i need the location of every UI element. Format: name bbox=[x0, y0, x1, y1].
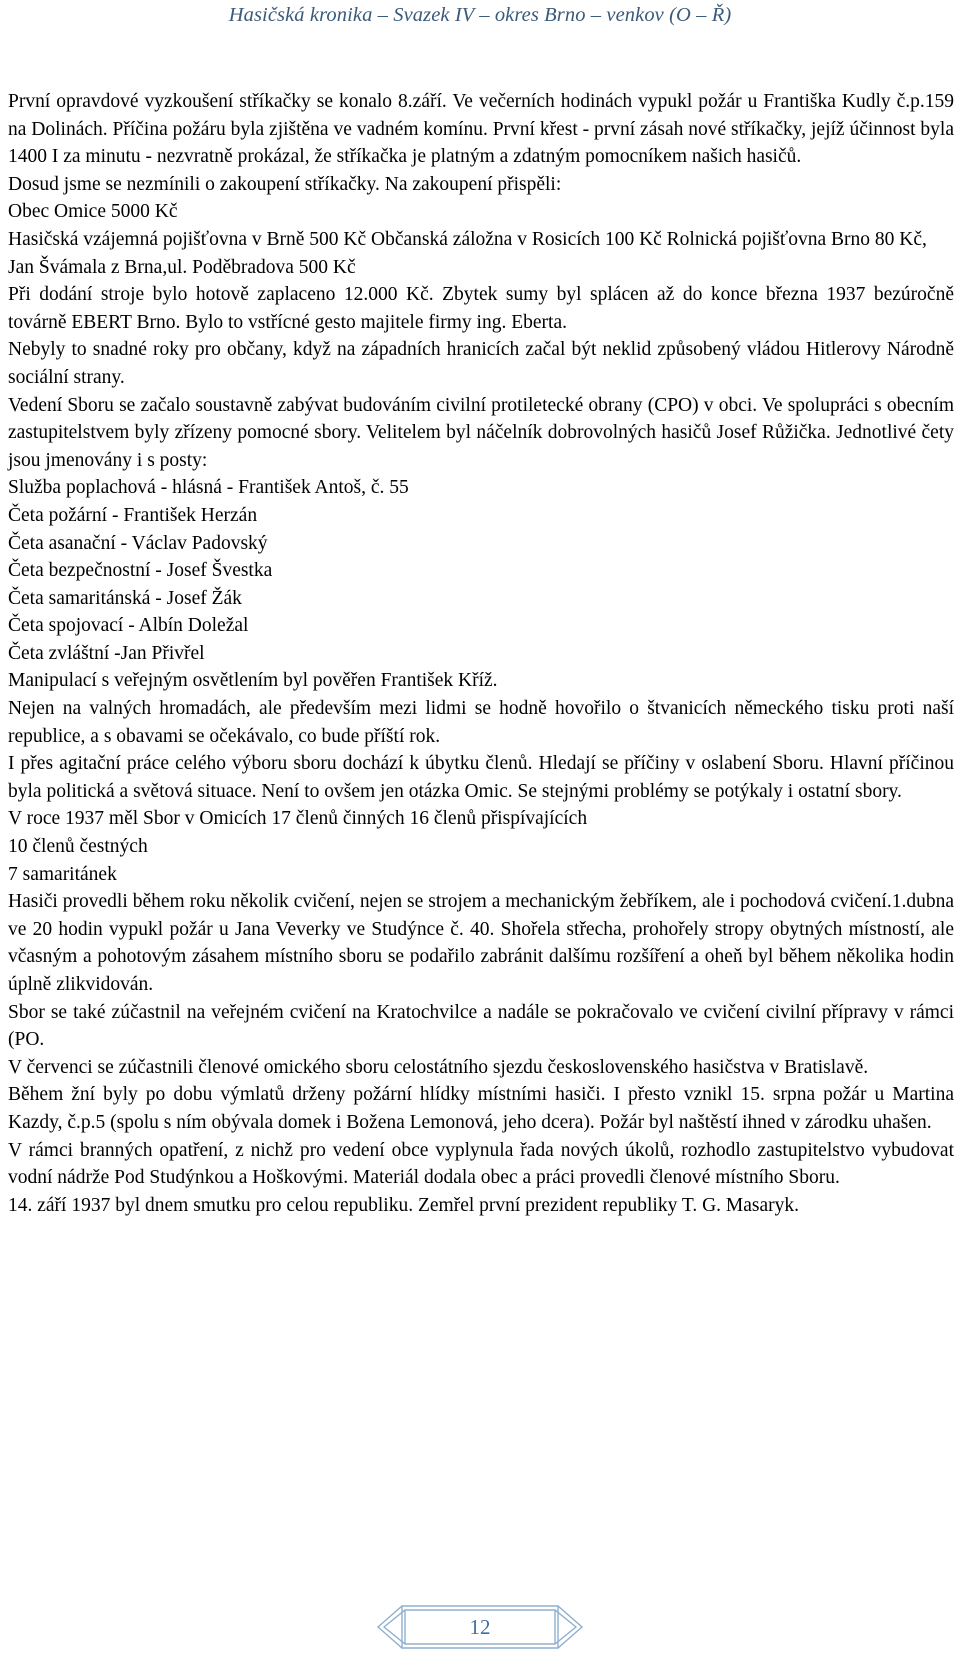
paragraph: Hasičská vzájemná pojišťovna v Brně 500 Kč Občanská záložna v Rosicích 100 Kč Rolnická pojišťovna Brno 80 Kč, bbox=[8, 228, 927, 250]
paragraph: Vedení Sboru se začalo soustavně zabývat budováním civilní protiletecké obrany (CPO) v obci. Ve spolupráci s obecním zastupitelstvem byly zřízeny pomocné sbory. Velitelem byl náčelník dobrovolných hasičů Josef Růžička. Jednotlivé čety jsou jmenovány i s posty: bbox=[8, 394, 954, 471]
running-header: Hasičská kronika – Svazek IV – okres Brno – venkov (O – Ř) bbox=[228, 4, 732, 26]
paragraph: Četa zvláštní -Jan Přivřel bbox=[8, 642, 205, 664]
paragraph: Nejen na valných hromadách, ale především mezi lidmi se hodně hovořilo o štvanicích německého tisku proti naší republice, a s obavami se očekávalo, co bude příští rok. bbox=[8, 698, 954, 747]
paragraph: Četa spojovací - Albín Doležal bbox=[8, 615, 249, 637]
paragraph: V rámci branných opatření, z nichž pro vedení obce vyplynula řada nových úkolů, rozhodlo zastupitelstvo vybudovat vodní nádrže Pod Studýnkou a Hoškovými. Materiál dodala obec a práci provedli členové místního Sboru. bbox=[8, 1139, 954, 1189]
paragraph: 10 členů čestných bbox=[8, 836, 148, 858]
paragraph: Nebyly to snadné roky pro občany, když na západních hranicích začal být neklid způsobený vládou Hitlerovy Národně sociální strany. bbox=[8, 339, 954, 388]
paragraph: Četa požární - František Herzán bbox=[8, 504, 258, 526]
paragraph: Četa asanační - Václav Padovský bbox=[8, 532, 268, 554]
paragraph: I přes agitační práce celého výboru sboru dochází k úbytku členů. Hledají se příčiny v oslabení Sboru. Hlavní příčinou byla politická a světová situace. Není to ovšem jen otázka Omic. Se stejnými problémy se potýkaly i ostatní sbory. bbox=[8, 753, 954, 802]
paragraph: Jan Švámala z Brna,ul. Poděbradova 500 Kč bbox=[8, 256, 356, 278]
paragraph: Četa bezpečnostní - Josef Švestka bbox=[8, 560, 273, 582]
body-text bbox=[8, 88, 954, 1219]
paragraph: V roce 1937 měl Sbor v Omicích 17 členů činných 16 členů přispívajících bbox=[8, 808, 588, 830]
page-number: 12 bbox=[469, 1615, 491, 1639]
paragraph: 14. září 1937 byl dnem smutku pro celou republiku. Zemřel první prezident republiky T. G. Masaryk. bbox=[8, 1194, 800, 1216]
paragraph: Sbor se také zúčastnil na veřejném cvičení na Kratochvilce a nadále se pokračovalo ve cvičení civilní přípravy v rámci (PO. bbox=[8, 1001, 954, 1051]
paragraph: Během žní byly po dobu výmlatů drženy požární hlídky místními hasiči. I přesto vznikl 15. srpna požár u Martina Kazdy, č.p.5 (spolu s ním obývala domek i Božena Lemonová, jeho dcera). Požár byl naštěstí ihned v zárodku uhašen. bbox=[8, 1084, 954, 1133]
paragraph: Četa samaritánská - Josef Žák bbox=[8, 587, 242, 609]
paragraph: V červenci se zúčastnili členové omického sboru celostátního sjezdu československého hasičstva v Bratislavě. bbox=[8, 1056, 869, 1078]
paragraph: 7 samaritánek bbox=[8, 863, 117, 885]
paragraph: Manipulací s veřejným osvětlením byl pověřen František Kříž. bbox=[8, 670, 498, 692]
paragraph: Služba poplachová - hlásná - František Antoš, č. 55 bbox=[8, 477, 409, 499]
paragraph: První opravdové vyzkoušení stříkačky se konalo 8.září. Ve večerních hodinách vypukl požár u Františka Kudly č.p.159 na Dolinách. Příčina požáru byla zjištěna ve vadném komínu. První křest - první zásah nové stříkačky, jejíž účinnost byla 1400 I za minutu - nezvratně prokázal, že stříkačka je platným a zdatným pomocníkem našich hasičů. bbox=[8, 91, 954, 168]
page-number-frame bbox=[376, 1603, 584, 1651]
paragraph: Při dodání stroje bylo hotově zaplaceno 12.000 Kč. Zbytek sumy byl splácen až do konce března 1937 bezúročně továrně EBERT Brno. Bylo to vstřícné gesto majitele firmy ing. Eberta. bbox=[8, 284, 954, 333]
paragraph: Dosud jsme se nezmínili o zakoupení stříkačky. Na zakoupení přispěli: bbox=[8, 173, 562, 195]
paragraph: Obec Omice 5000 Kč bbox=[8, 201, 178, 223]
paragraph: Hasiči provedli během roku několik cvičení, nejen se strojem a mechanickým žebříkem, ale i pochodová cvičení.1.dubna ve 20 hodin vypukl požár u Jana Veverky ve Studýnce č. 40. Shořela střecha, prohořely stropy obytných místností, ale včasným a pohotovým zásahem místního sboru se podařilo zabránit dalšímu rozšíření a oheň byl během několika hodin úplně zlikvidován. bbox=[8, 891, 954, 995]
